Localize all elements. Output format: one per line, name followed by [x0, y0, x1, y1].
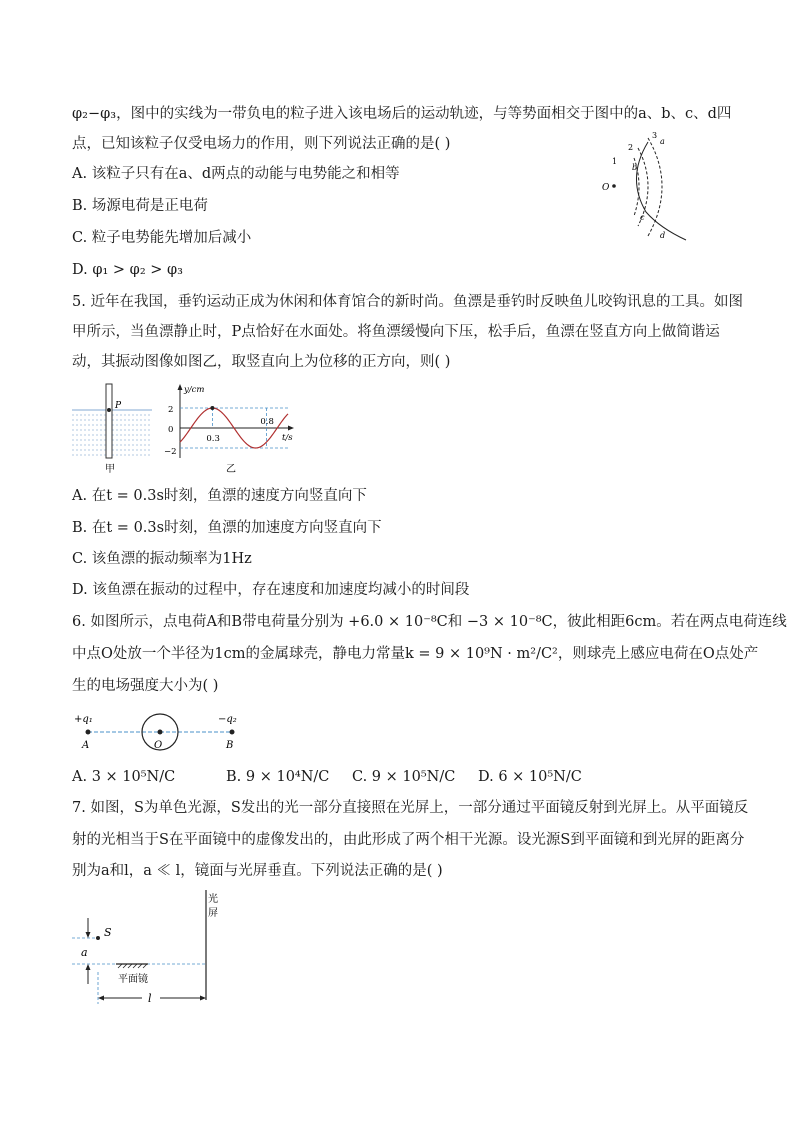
y-axis-label: y/cm — [184, 385, 205, 395]
q6-option-c: C. 9 × 10⁵N/C — [352, 769, 456, 785]
q4-option-b: B. 场源电荷是正电荷 — [72, 198, 208, 214]
label-2: 2 — [628, 143, 634, 152]
q6-charges-figure — [72, 706, 262, 754]
x-axis-arrow — [288, 426, 294, 431]
y-tick-neg2: −2 — [164, 447, 177, 457]
q4-stem-line2: 点，已知该粒子仅受电场力的作用，则下列说法正确的是( ) — [72, 136, 451, 152]
y-tick-0: 0 — [168, 425, 174, 435]
charge-b — [230, 730, 235, 735]
label-b: b — [632, 163, 638, 172]
q5-float-figure — [72, 382, 152, 474]
label-a: A — [82, 740, 90, 751]
q4-option-c: C. 粒子电势能先增加后减小 — [72, 230, 252, 246]
q7-stem-line3: 别为a和l，a ≪ l，镜面与光屏垂直。下列说法正确的是( ) — [72, 863, 443, 879]
label-3: 3 — [652, 131, 658, 140]
q5-stem-line3: 动，其振动图像如图乙，取竖直向上为位移的正方向，则( ) — [72, 354, 451, 370]
point-p — [107, 408, 111, 412]
q7-mirror-figure — [72, 888, 232, 1010]
q6-stem-line1: 6. 如图所示，点电荷A和B带电荷量分别为 +6.0 × 10⁻⁸C和 −3 × 10⁻⁸C，彼此相距6cm。若在两点电荷连线 — [72, 614, 787, 630]
x-tick-0.3: 0.3 — [206, 434, 220, 444]
q7-stem-line2: 射的光相当于S在平面镜中的虚像发出的，由此形成了两个相干光源。设光源S到平面镜和到光屏的距离分 — [72, 832, 745, 848]
label-a: a — [81, 946, 88, 959]
q6-stem-line3: 生的电场强度大小为( ) — [72, 678, 219, 694]
q5-option-a: A. 在t = 0.3s时刻，鱼漂的速度方向竖直向下 — [72, 488, 367, 504]
q6-stem-line2: 中点O处放一个半径为1cm的金属球壳，静电力常量k = 9 × 10⁹N · m²/C²，则球壳上感应电荷在O点处产 — [72, 646, 759, 662]
label-o: O — [154, 740, 163, 751]
x-axis-label: t/s — [282, 433, 293, 443]
q5-stem-line1: 5. 近年在我国，垂钓运动正成为休闲和体育馆合的新时尚。鱼漂是垂钓时反映鱼儿咬钩讯息的工具。如图 — [72, 294, 743, 310]
label-p: P — [115, 401, 122, 411]
q4-option-a: A. 该粒子只有在a、d两点的动能与电势能之和相等 — [72, 166, 400, 182]
q5-stem-line2: 甲所示，当鱼漂静止时，P点恰好在水面处。将鱼漂缓慢向下压，松手后，鱼漂在竖直方向上做简谐运 — [72, 324, 720, 340]
q6-option-d: D. 6 × 10⁵N/C — [478, 769, 582, 785]
a-arrow-top-head — [86, 932, 91, 938]
q6-option-a: A. 3 × 10⁵N/C — [72, 769, 176, 785]
caption-jia: 甲 — [105, 464, 115, 474]
screen-label-1: 光 — [208, 894, 218, 905]
l-arrow-right-head — [200, 996, 206, 1001]
q4-stem-line1: φ₂−φ₃，图中的实线为一带负电的粒子进入该电场后的运动轨迹，与等势面相交于图中的a、b、c、d四 — [72, 106, 732, 122]
label-d: d — [660, 231, 666, 240]
mirror-label: 平面镜 — [118, 974, 148, 985]
a-arrow-bottom-head — [86, 964, 91, 970]
label-o: O — [602, 183, 610, 193]
l-arrow-left-head — [98, 996, 104, 1001]
q7-stem-line1: 7. 如图，S为单色光源，S发出的光一部分直接照在光屏上，一部分通过平面镜反射到光屏上。从平面镜反 — [72, 800, 749, 816]
label-b: B — [226, 740, 234, 751]
light-source — [96, 936, 100, 940]
screen-label-2: 屏 — [208, 908, 218, 919]
caption-yi: 乙 — [226, 464, 236, 474]
q4-option-d: D. φ₁ > φ₂ > φ₃ — [72, 262, 183, 278]
center-dot — [612, 184, 616, 188]
q5-option-b: B. 在t = 0.3s时刻，鱼漂的加速度方向竖直向下 — [72, 520, 382, 536]
y-axis-arrow — [178, 384, 183, 390]
q4-equipotential-figure — [598, 128, 698, 246]
q6-option-b: B. 9 × 10⁴N/C — [226, 769, 330, 785]
label-a: a — [660, 137, 665, 146]
trajectory — [636, 142, 686, 240]
label-1: 1 — [612, 157, 618, 166]
center-o — [158, 730, 163, 735]
label-l: l — [148, 992, 152, 1005]
y-tick-2: 2 — [168, 405, 174, 415]
label-plus-q1: +q₁ — [74, 714, 93, 725]
label-s: S — [104, 926, 112, 939]
charge-a — [86, 730, 91, 735]
q5-vibration-graph — [160, 382, 300, 474]
label-c: c — [640, 213, 645, 222]
label-minus-q2: −q₂ — [218, 714, 237, 725]
x-tick-0.8: 0.8 — [260, 417, 274, 427]
q5-option-d: D. 该鱼漂在振动的过程中，存在速度和加速度均减小的时间段 — [72, 582, 470, 598]
q5-option-c: C. 该鱼漂的振动频率为1Hz — [72, 551, 252, 567]
fishing-float — [106, 384, 112, 458]
marked-point — [210, 406, 214, 410]
